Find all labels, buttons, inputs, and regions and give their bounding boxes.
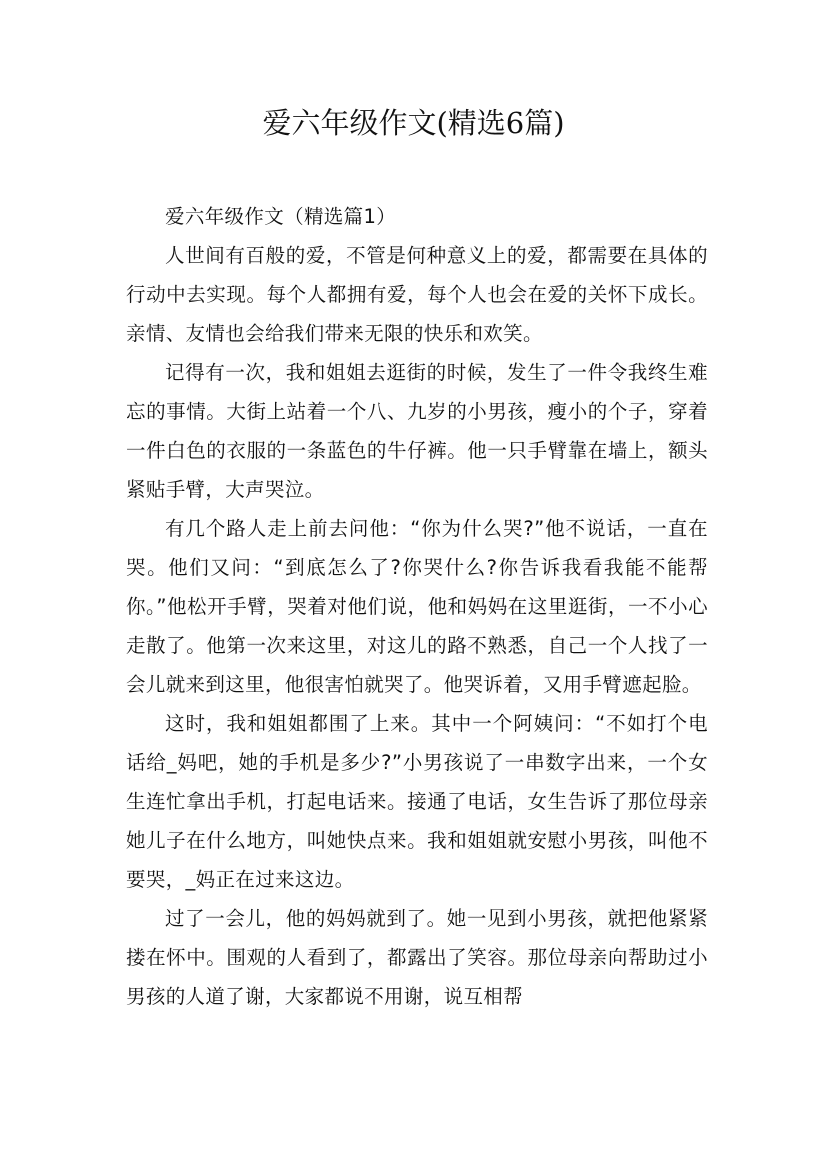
document-body bbox=[126, 197, 708, 1016]
paragraph: 记得有一次，我和姐姐去逛街的时候，发生了一件令我终生难忘的事情。大街上站着一个八、九岁的小男孩，瘦小的个子，穿着一件白色的衣服的一条蓝色的牛仔裤。他一只手臂靠在墙上，额头紧贴手臂，大声哭泣。 bbox=[126, 361, 708, 501]
paragraph: 过了一会儿，他的妈妈就到了。她一见到小男孩，就把他紧紧搂在怀中。围观的人看到了，都露出了笑容。那位母亲向帮助过小男孩的人道了谢，大家都说不用谢，说互相帮 bbox=[126, 907, 708, 1008]
section-heading: 爱六年级作文（精选篇1） bbox=[165, 205, 397, 228]
paragraph: 人世间有百般的爱，不管是何种意义上的爱，都需要在具体的行动中去实现。每个人都拥有爱，每个人也会在爱的关怀下成长。亲情、友情也会给我们带来无限的快乐和欢笑。 bbox=[126, 244, 708, 345]
paragraph: 这时，我和姐姐都围了上来。其中一个阿姨问：“不如打个电话给_妈吧，她的手机是多少?”小男孩说了一串数字出来，一个女生连忙拿出手机，打起电话来。接通了电话，女生告诉了那位母亲她儿子在什么地方，叫她快点来。我和姐姐就安慰小男孩，叫他不要哭，_妈正在过来这边。 bbox=[126, 712, 708, 891]
paragraph: 有几个路人走上前去问他：“你为什么哭?”他不说话，一直在哭。他们又问：“到底怎么了?你哭什么?你告诉我看我能不能帮你。”他松开手臂，哭着对他们说，他和妈妈在这里逛街，一不小心走散了。他第一次来这里，对这儿的路不熟悉，自己一个人找了一会儿就来到这里，他很害怕就哭了。他哭诉着，又用手臂遮起脸。 bbox=[126, 517, 708, 696]
document-title: 爱六年级作文(精选6篇) bbox=[262, 106, 565, 140]
